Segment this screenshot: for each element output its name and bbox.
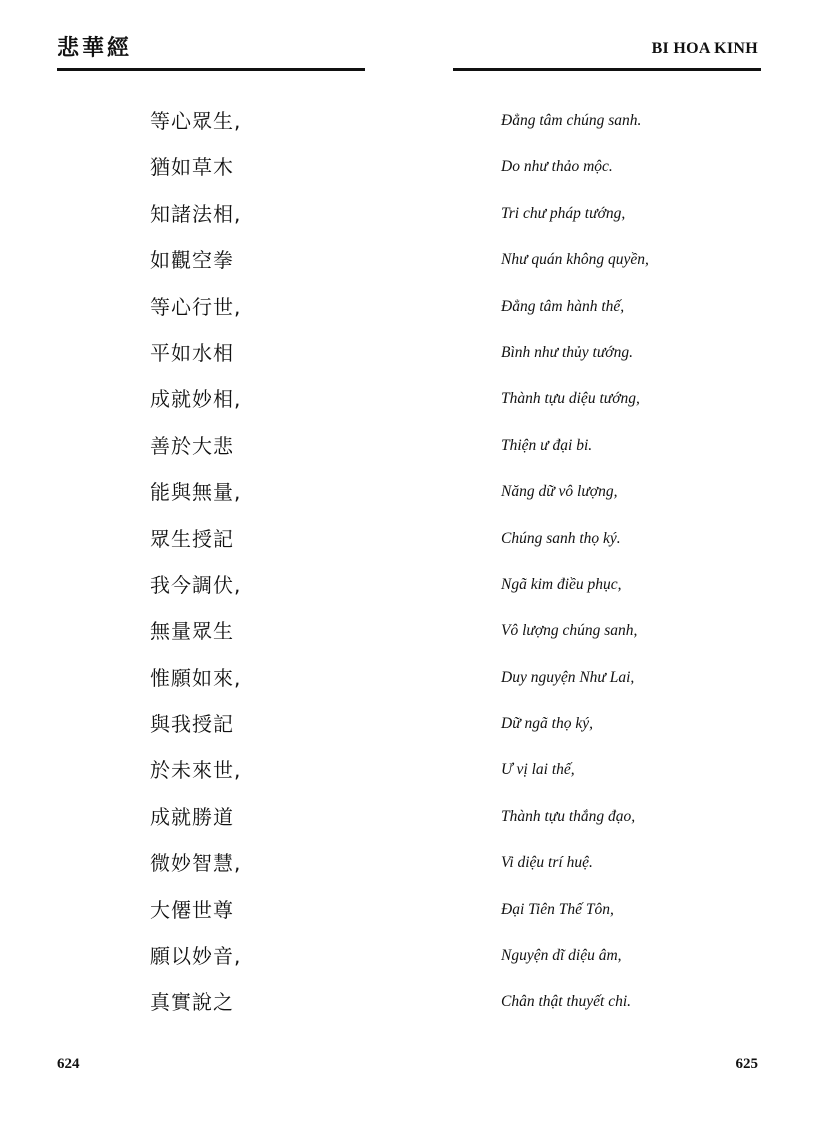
verse-line: 等心行世, — [150, 294, 242, 319]
verse-line: 願以妙音, — [150, 944, 242, 969]
left-header-rule — [57, 68, 365, 71]
verse-line: Tri chư pháp tướng, — [501, 204, 626, 222]
verse-line: 大僊世尊 — [150, 897, 234, 922]
verse-line: 無量眾生 — [150, 619, 234, 644]
verse-line: Vi diệu trí huệ. — [501, 854, 593, 872]
verse-line: 平如水相 — [150, 340, 234, 365]
verse-line: Dữ ngã thọ ký, — [501, 715, 593, 733]
verse-line: Ngã kim điều phục, — [501, 575, 622, 593]
verse-line: 能與無量, — [150, 480, 242, 505]
verse-line: Do như thảo mộc. — [501, 158, 613, 176]
verse-line: Duy nguyện Như Lai, — [501, 668, 635, 686]
verse-line: 知諸法相, — [150, 201, 242, 226]
verse-line: Như quán không quyền, — [501, 251, 649, 269]
verse-line: Thành tựu diệu tướng, — [501, 390, 640, 408]
verse-line: Thiện ư đại bi. — [501, 436, 593, 454]
verse-line: 眾生授記 — [150, 526, 234, 551]
verse-line: Bình như thủy tướng. — [501, 343, 633, 361]
right-header-rule — [453, 68, 761, 71]
right-page-number: 625 — [735, 1056, 758, 1072]
verse-line: Ư vị lai thế, — [501, 761, 575, 779]
verse-line: Đẳng tâm hành thế, — [501, 297, 625, 315]
left-page-number: 624 — [57, 1056, 80, 1072]
verse-line: Chúng sanh thọ ký. — [501, 529, 621, 547]
verse-line: Đẳng tâm chúng sanh. — [501, 112, 642, 129]
verse-line: 與我授記 — [150, 712, 234, 737]
verse-line: 我今調伏, — [150, 572, 242, 597]
right-page — [408, 0, 816, 1123]
verse-line: 真實說之 — [150, 990, 234, 1015]
right-running-header: BI HOA KINH — [651, 40, 758, 57]
verse-line: 微妙智慧, — [150, 851, 242, 876]
left-running-header: 悲華經 — [57, 36, 133, 61]
vietnamese-verse-list — [501, 106, 649, 1034]
verse-line: 善於大悲 — [150, 433, 234, 458]
verse-line: 成就勝道 — [150, 804, 234, 829]
verse-line: 等心眾生, — [150, 109, 242, 133]
verse-line: 如觀空拳 — [150, 248, 234, 273]
verse-line: 猶如草木 — [150, 155, 234, 180]
chinese-verse-list — [150, 106, 241, 1034]
verse-line: 成就妙相, — [150, 387, 242, 412]
verse-line: Chân thật thuyết chi. — [501, 993, 632, 1011]
verse-line: 惟願如來, — [150, 665, 242, 690]
verse-line: Năng dữ vô lượng, — [501, 483, 618, 501]
verse-line: Đại Tiên Thế Tôn, — [501, 900, 614, 918]
verse-line: Nguyện dĩ diệu âm, — [501, 947, 622, 965]
verse-line: Vô lượng chúng sanh, — [501, 622, 638, 640]
verse-line: Thành tựu thắng đạo, — [501, 807, 636, 825]
verse-line: 於未來世, — [150, 758, 242, 783]
